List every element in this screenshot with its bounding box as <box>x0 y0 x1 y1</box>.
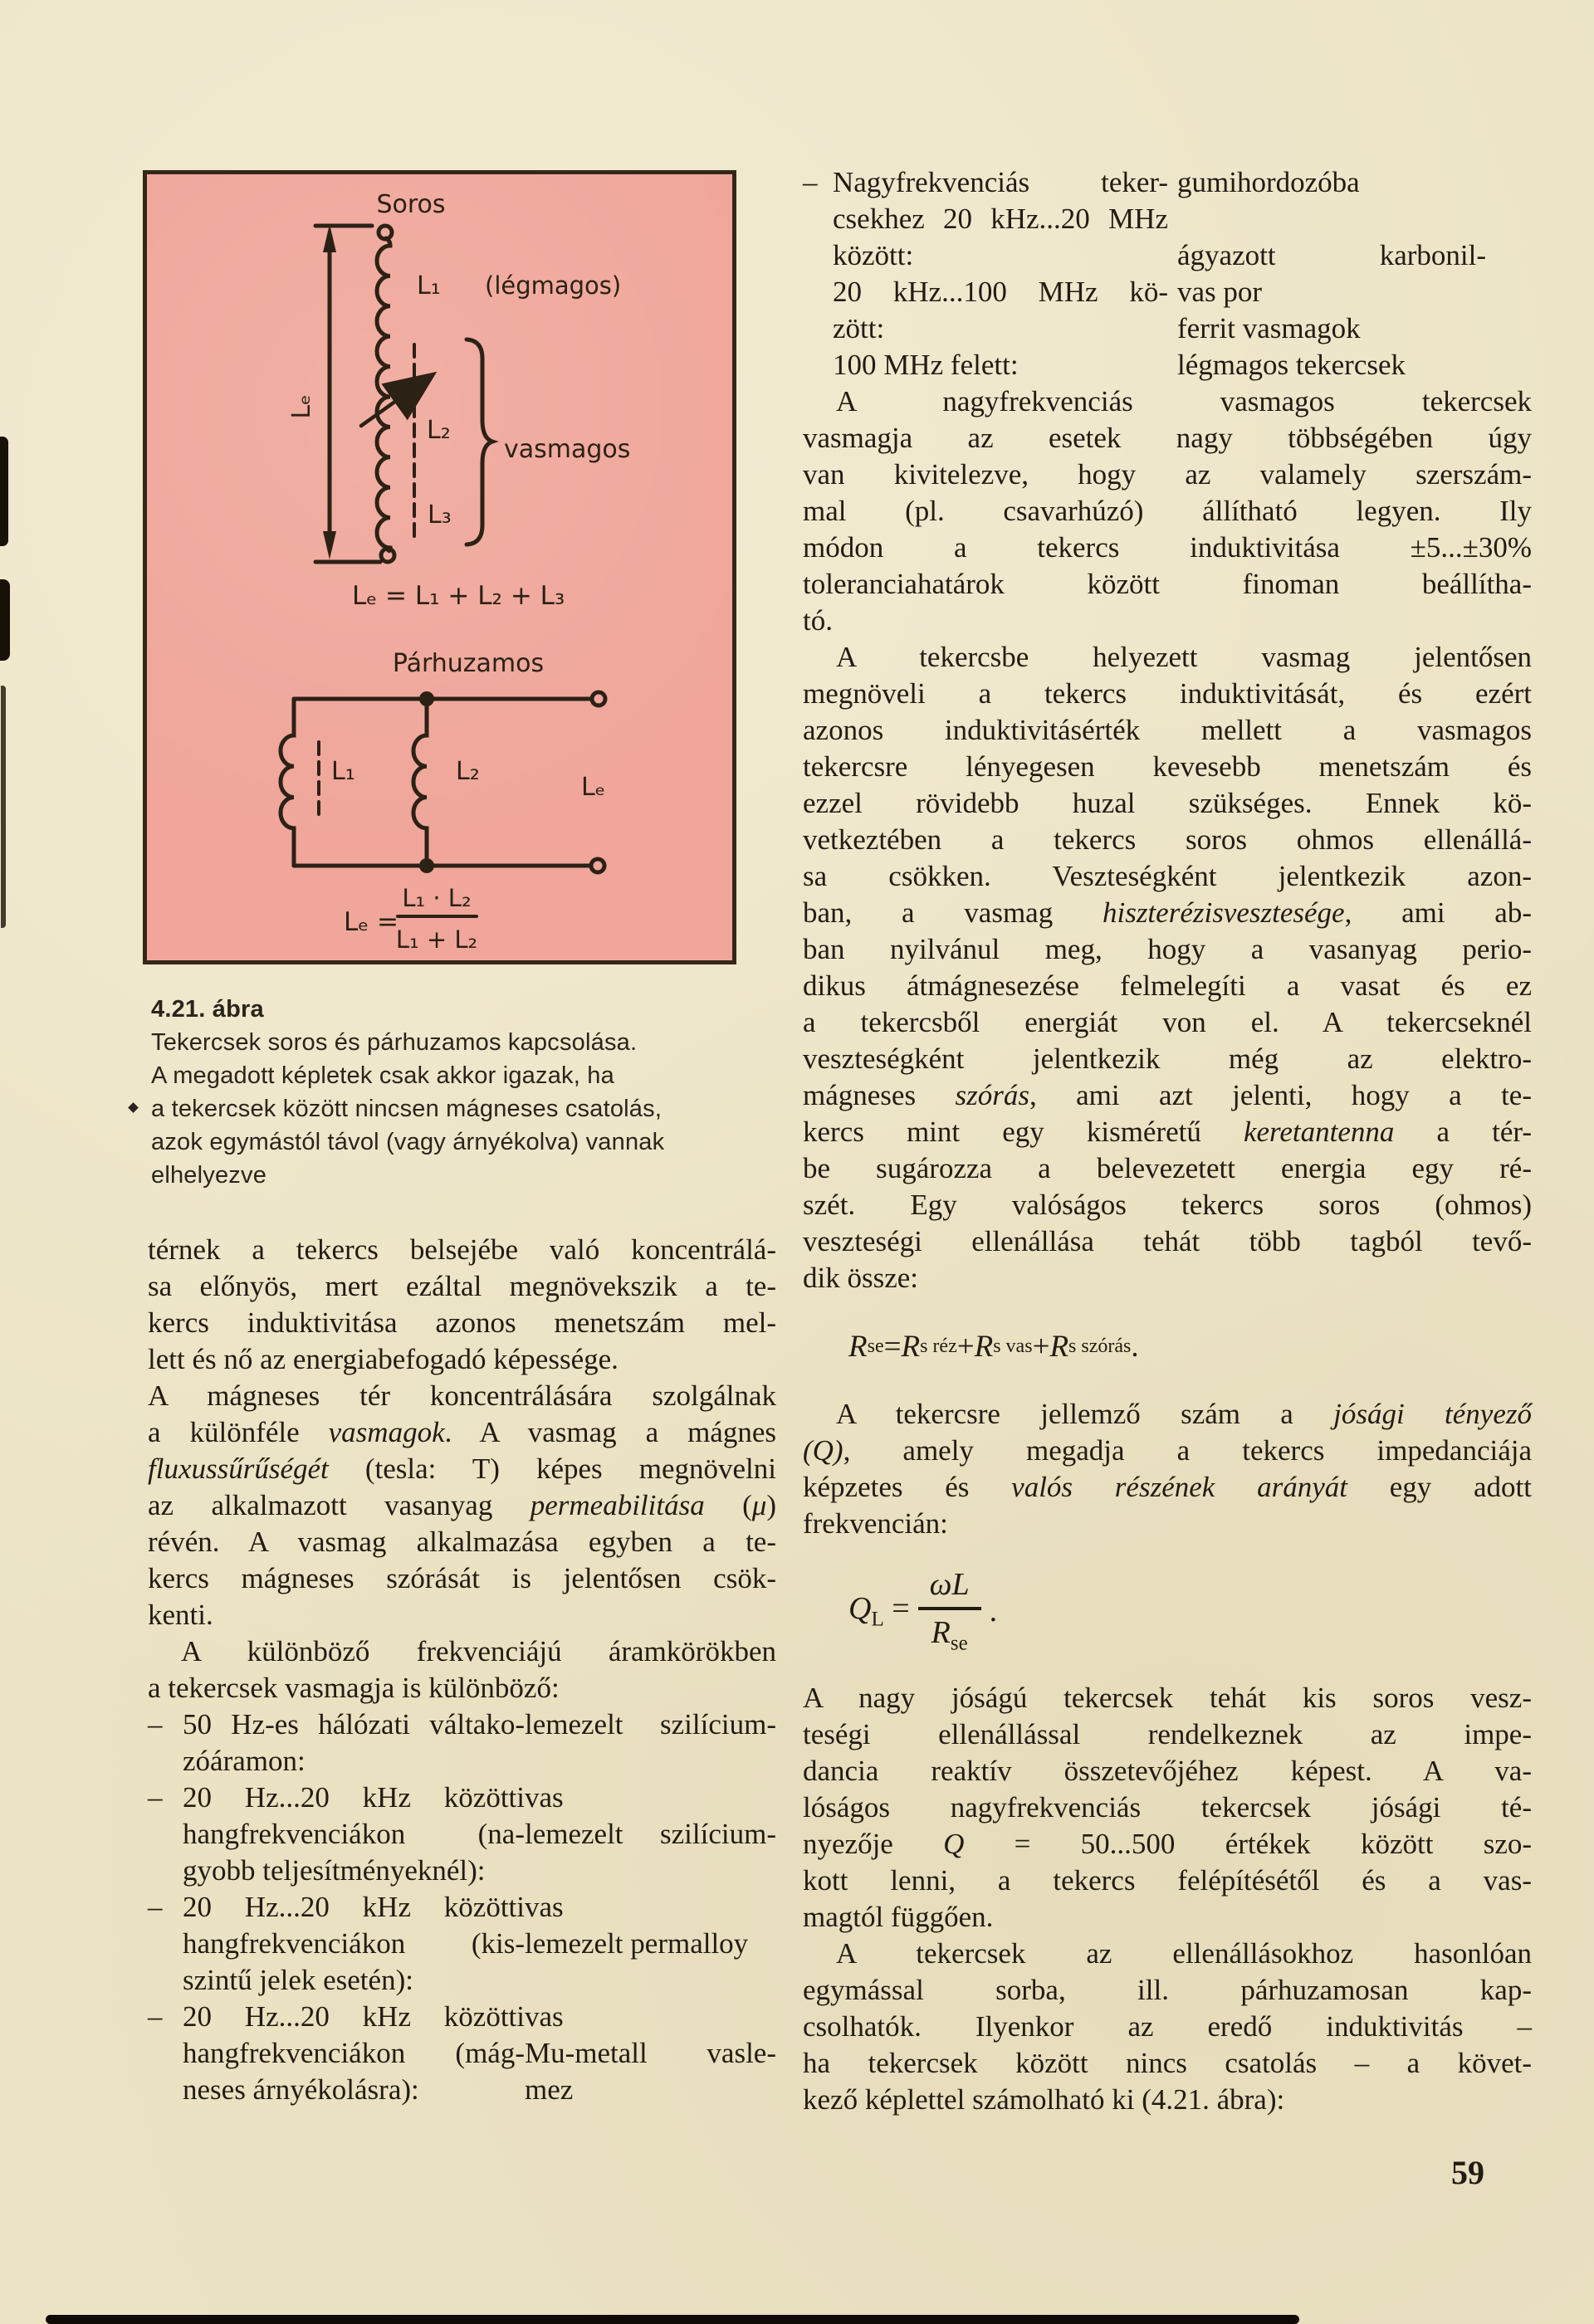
list-item-right-value: lemezelt permalloy <box>525 1927 749 1960</box>
scan-artifact <box>0 437 8 546</box>
list-item-right-value: gumihordozóba <box>1177 166 1360 198</box>
list-item-line: 20 kHz...100 MHz kö- vas por <box>803 274 1532 310</box>
text-line: mal (pl. csavarhúzó) állítható legyen. Ily <box>803 495 1532 527</box>
text-line: van kivitelezve, hogy az valamely szerszám- <box>803 458 1532 491</box>
text-line: dik össze: <box>803 1262 919 1294</box>
caption-line: a tekercsek között nincsen mágneses csatolás, <box>151 1096 663 1122</box>
series-l1-label: L₁ <box>417 271 441 300</box>
text-line: csolhatók. Ilyenkor az eredő induktivitás – <box>803 2010 1532 2043</box>
list-item-right-value: vas <box>525 2000 564 2033</box>
text-line: A nagyfrekvenciás vasmagos tekercsek <box>836 385 1532 417</box>
parallel-l1-label: L₁ <box>331 757 355 786</box>
list-item-right-value: ágyazott karbonil- <box>1177 239 1486 271</box>
parallel-bottom-terminal <box>591 859 604 872</box>
text-line: mágneses szórás, ami azt jelenti, hogy a te- <box>803 1079 1532 1111</box>
text-line: A nagy jóságú tekercsek tehát kis soros vesz- <box>803 1682 1532 1714</box>
text-line: A tekercsbe helyezett vasmag jelentősen <box>836 641 1532 673</box>
list-item-right-value: vas <box>525 1781 564 1814</box>
text-line: az alkalmazott vasanyag permeabilitása (μ) <box>148 1489 776 1521</box>
text-line: módon a tekercs induktivitása ±5...±30% <box>803 531 1532 564</box>
text-line: A tekercsek az ellenállásokhoz hasonlóan <box>836 1937 1532 1970</box>
series-title: Soros <box>376 190 446 219</box>
text-line: be sugározza a belevezetett energia egy ré- <box>803 1152 1532 1184</box>
series-l3-label: L₃ <box>428 500 452 530</box>
text-line: kenti. <box>148 1599 213 1631</box>
list-item-line: zött: ferrit vasmagok <box>803 310 1532 347</box>
text-line: teségi ellenállással rendelkeznek az impe- <box>803 1718 1532 1750</box>
fraction-formula: $Q_L$ = $\frac{\omega L}{R_{se}}$ . <box>848 1566 998 1655</box>
text-line: sa előnyös, mert ezáltal megnövekszik a te- <box>148 1270 776 1302</box>
series-le-label: Lₑ <box>287 394 316 419</box>
scan-artifact <box>46 2315 1299 2324</box>
list-item-right-value: lemezelt szilícium- <box>525 1708 776 1741</box>
text-line: megnöveli a tekercs induktivitását, és ezért <box>803 677 1532 710</box>
text-line: frekvencián: <box>803 1507 948 1540</box>
text-line: szét. Egy valóságos tekercs soros (ohmos) <box>803 1189 1532 1221</box>
text-line: dikus átmágnesezése felmelegíti a vasat és ez <box>803 969 1532 1002</box>
caption-line: A megadott képletek csak akkor igazak, ha <box>151 1062 614 1089</box>
list-item-line: – 50 Hz-es hálózati váltako- lemezelt szilícium- <box>148 1706 776 1743</box>
list-item-line: szintű jelek esetén): <box>183 1964 413 1996</box>
list-dash: – <box>148 1708 163 1741</box>
list-item-right-value: légmagos tekercsek <box>1177 349 1406 381</box>
junction-dot-bottom <box>419 858 434 873</box>
page-number: 59 <box>1451 2154 1484 2191</box>
circuit-diagram <box>147 174 732 960</box>
parallel-top-terminal <box>592 692 605 706</box>
text-line: térnek a tekercs belsejébe való koncentrálá- <box>148 1233 776 1266</box>
text-line: a tekercsből energiát von el. A tekercseknél <box>803 1006 1532 1038</box>
text-line: A mágneses tér koncentrálására szolgálnak <box>148 1379 776 1412</box>
text-line: lett és nő az energiabefogadó képessége. <box>148 1343 619 1375</box>
list-item-line: hangfrekvenciákon (na- lemezelt szilícium- <box>148 1816 776 1853</box>
text-line: kező képlettel számolható ki (4.21. ábra): <box>803 2083 1285 2116</box>
parallel-le-label: Lₑ <box>581 773 606 802</box>
text-line: lóságos nagyfrekvenciás tekercsek jósági té- <box>803 1791 1532 1824</box>
list-dash: – <box>148 2000 163 2033</box>
series-iron-core-note: vasmagos <box>504 435 631 464</box>
list-item-right-value: mez <box>525 2073 574 2106</box>
caption-line: Tekercsek soros és párhuzamos kapcsolása. <box>151 1029 638 1056</box>
text-line: fluxussűrűségét (tesla: T) képes megnövelni <box>148 1452 776 1485</box>
text-line: nyezője Q = 50...500 értékek között szo- <box>803 1828 1533 1860</box>
list-item-line: – 20 Hz...20 kHz közötti vas <box>148 1780 776 1816</box>
list-item-line: – Nagyfrekvenciás teker- gumihordozóba <box>803 164 1532 201</box>
vasmagos-brace <box>467 339 492 544</box>
figure-4-21 <box>143 170 736 964</box>
parallel-formula-denominator: L₁ + L₂ <box>395 925 478 954</box>
list-item-line: között: ágyazott karbonil- <box>803 237 1532 274</box>
list-item-line: zóáramon: <box>183 1745 306 1777</box>
adjustable-core-arrow <box>361 376 431 426</box>
list-dash: – <box>148 1781 163 1814</box>
series-l2-label: L₂ <box>427 416 451 445</box>
caption-line: azok egymástól távol (vagy árnyékolva) vannak <box>151 1129 665 1155</box>
text-line: toleranciahatárok között finoman beállítha- <box>803 568 1532 600</box>
list-item-line: csekhez 20 kHz...20 MHz <box>833 203 1168 235</box>
text-line: sa csökken. Veszteségként jelentkezik azon- <box>803 860 1532 892</box>
list-dash: – <box>148 1891 163 1923</box>
list-item-line: – 20 Hz...20 kHz közötti vas <box>148 1889 776 1926</box>
scan-artifact <box>128 1102 139 1113</box>
series-formula: Lₑ = L₁ + L₂ + L₃ <box>352 581 565 611</box>
list-item-line: hangfrekvenciákon (mág- Mu-metall vasle- <box>148 2035 776 2072</box>
text-line: kercs mágneses szórását is jelentősen csök- <box>148 1562 776 1594</box>
series-air-core-note: (légmagos) <box>485 271 622 300</box>
text-line: ban, a vasmag hiszterézisvesztesége, ami ab- <box>803 896 1532 929</box>
series-coil <box>377 238 390 551</box>
le-arrow-down <box>323 531 336 559</box>
parallel-title: Párhuzamos <box>392 649 545 678</box>
text-line: a különféle vasmagok. A vasmag a mágnes <box>148 1416 776 1448</box>
text-line: dancia reaktív összetevőjéhez képest. A va- <box>803 1755 1532 1787</box>
parallel-formula-lhs: Lₑ = <box>344 907 399 937</box>
text-line: képzetes és valós részének arányát egy adott <box>803 1471 1532 1503</box>
text-line: (Q), amely megadja a tekercs impedanciája <box>803 1434 1532 1467</box>
text-line: ezzel rövidebb huzal szükséges. Ennek kö- <box>803 787 1532 819</box>
text-line: a tekercsek vasmagja is különböző: <box>148 1672 560 1704</box>
le-arrow-up <box>323 224 336 252</box>
text-line: magtól függően. <box>803 1901 994 1933</box>
parallel-formula-numerator: L₁ · L₂ <box>402 884 472 912</box>
text-line: tó. <box>803 604 833 637</box>
text-line: azonos induktivitásérték mellett a vasmagos <box>803 714 1532 746</box>
text-line: ban nyilvánul meg, hogy a vasanyag perio- <box>803 933 1532 965</box>
text-line: kott lenni, a tekercs felépítésétől és a vas- <box>803 1864 1532 1897</box>
parallel-l1-branch <box>281 699 294 866</box>
list-item-right-value: Mu-metall vasle- <box>525 2037 776 2069</box>
junction-dot-top <box>419 691 434 706</box>
text-line: A különböző frekvenciájú áramkörökben <box>181 1635 776 1667</box>
text-line: ha tekercsek között nincs csatolás – a követ- <box>803 2047 1532 2079</box>
parallel-l2-branch <box>413 699 427 866</box>
caption-line: 4.21. ábra <box>151 996 264 1023</box>
right-column <box>803 164 1532 2118</box>
list-item-right-value: vas <box>525 1891 564 1923</box>
list-item-line: 100 MHz felett: légmagos tekercsek <box>803 347 1532 383</box>
left-column <box>148 1232 776 2108</box>
text-line: kercs mint egy kisméretű keretantenna a tér- <box>803 1116 1532 1148</box>
parallel-l2-label: L₂ <box>456 757 480 786</box>
text-line: vetkeztében a tekercs soros ohmos ellenállá- <box>803 823 1532 856</box>
text-line: vasmagja az esetek nagy többségében úgy <box>803 422 1532 454</box>
text-line: kercs induktivitása azonos menetszám mel- <box>148 1306 776 1339</box>
list-item-line: gyobb teljesítményeknél): <box>183 1854 486 1887</box>
text-line: egymással sorba, ill. párhuzamosan kap- <box>803 1974 1532 2006</box>
caption-line: elhelyezve <box>151 1162 267 1189</box>
list-item-right-value: vas por <box>1177 276 1263 308</box>
text-line: tekercsre lényegesen kevesebb menetszám és <box>803 750 1532 783</box>
scan-artifact <box>0 579 10 661</box>
inline-formula: R se = R s réz + R s vas + R s szórás . <box>848 1329 1139 1364</box>
list-item-line: neses árnyékolásra): mez <box>148 2072 776 2108</box>
figure-caption <box>151 993 765 1192</box>
list-item-right-value: lemezelt szilícium- <box>525 1818 776 1850</box>
list-item-right-value: ferrit vasmagok <box>1177 312 1361 344</box>
text-line: veszteségként jelentkezik még az elektro- <box>803 1042 1532 1075</box>
text-line: révén. A vasmag alkalmazása egyben a te- <box>148 1526 776 1558</box>
list-item-line: – 20 Hz...20 kHz közötti vas <box>148 1999 776 2035</box>
list-dash: – <box>803 166 818 198</box>
scan-artifact <box>1 686 6 928</box>
list-item-line: hangfrekvenciákon (kis- lemezelt permalloy <box>148 1926 776 1962</box>
text-line: veszteségi ellenállása tehát több tagból tevő- <box>803 1225 1532 1257</box>
text-line: A tekercsre jellemző szám a jósági tényező <box>836 1398 1532 1430</box>
